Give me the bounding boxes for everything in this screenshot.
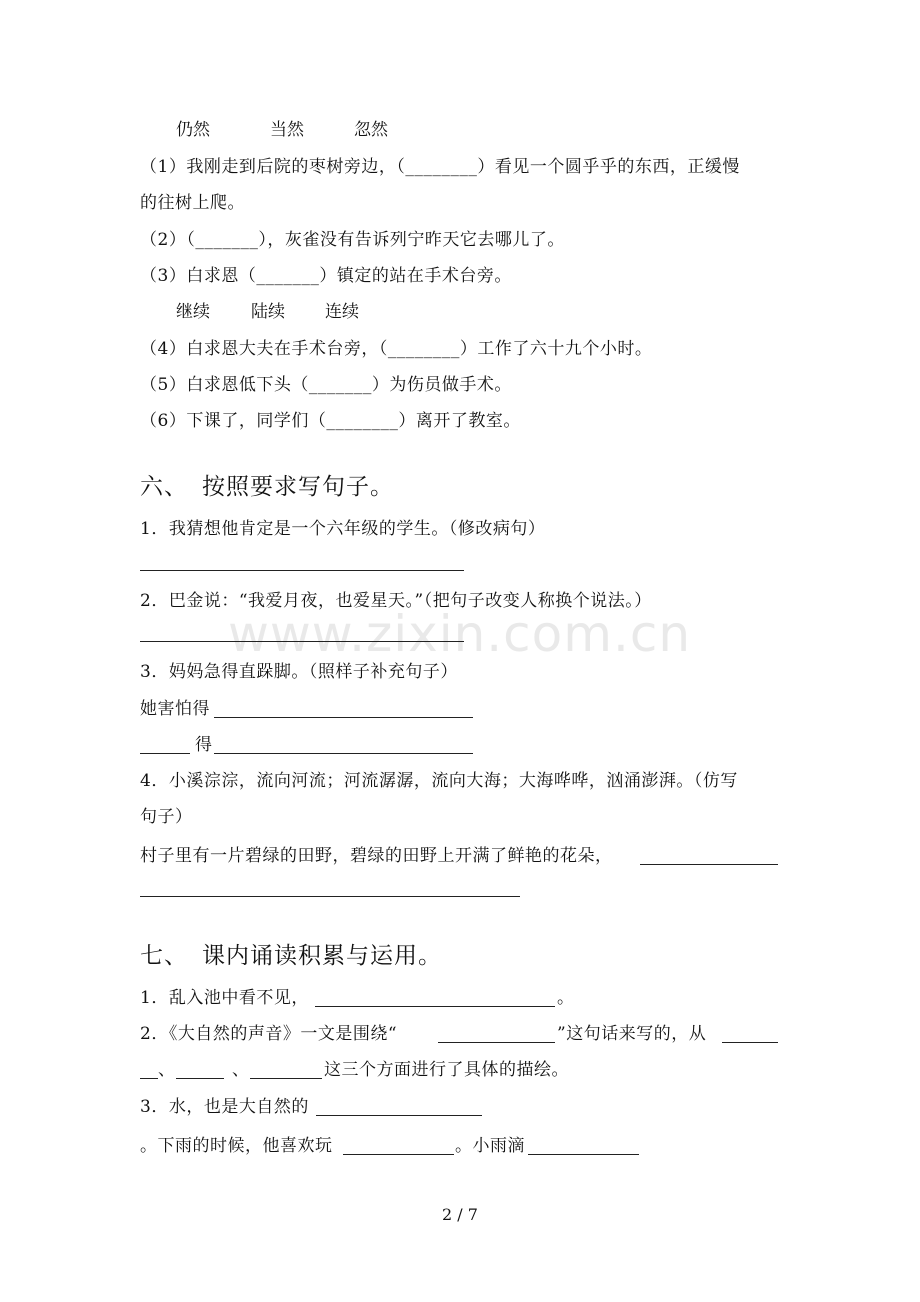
fill-question-1-line2: 的往树上爬。	[140, 193, 245, 213]
s7-q2-sep-1: 、	[158, 1060, 176, 1080]
answer-line[interactable]	[316, 1115, 482, 1116]
fill-question-2: （2）（_______），灰雀没有告诉列宁昨天它去哪儿了。	[140, 230, 565, 250]
answer-line[interactable]	[140, 896, 520, 897]
answer-line[interactable]	[214, 753, 473, 754]
watermark: www.zixin.com.cn	[228, 605, 692, 663]
answer-line[interactable]	[140, 1078, 158, 1079]
answer-line[interactable]	[528, 1154, 639, 1155]
s6-question-2: 2．巴金说：“我爱月夜，也爱星天。”（把句子改变人称换个说法。）	[140, 591, 652, 611]
section-number: 七、	[140, 943, 188, 969]
s7-q3-line2-a: 。下雨的时候，他喜欢玩	[140, 1136, 333, 1156]
s6-question-1: 1．我猜想他肯定是一个六年级的学生。（修改病句）	[140, 519, 546, 539]
option-word: 仍然	[176, 120, 210, 140]
s7-q2-prompt-b: ”这句话来写的，从	[557, 1024, 707, 1044]
option-word: 忽然	[354, 120, 388, 140]
answer-line[interactable]	[343, 1154, 454, 1155]
answer-line[interactable]	[722, 1042, 778, 1043]
fill-question-3: （3）白求恩（_______）镇定的站在手术台旁。	[140, 266, 512, 286]
answer-line[interactable]	[640, 864, 778, 865]
option-word: 连续	[325, 302, 359, 322]
s6-question-4-line1: 4．小溪淙淙，流向河流；河流潺潺，流向大海；大海哗哗，汹涌澎湃。（仿写	[140, 771, 738, 791]
s6-question-3: 3．妈妈急得直跺脚。（照样子补充句子）	[140, 662, 458, 682]
s6-q3-prompt-a: 她害怕得	[140, 699, 210, 719]
option-word: 陆续	[251, 302, 285, 322]
s7-q1-end: 。	[557, 988, 575, 1008]
section-title: 课内诵读积累与运用。	[202, 943, 442, 969]
answer-line[interactable]	[315, 1006, 555, 1007]
answer-line[interactable]	[140, 753, 190, 754]
s7-q1-prompt: 1．乱入池中看不见，	[140, 988, 309, 1008]
answer-line[interactable]	[250, 1078, 322, 1079]
answer-line[interactable]	[140, 570, 464, 571]
s6-question-4-line2: 句子）	[140, 807, 193, 827]
section-7-heading	[140, 941, 442, 971]
s7-q2-sep-2: 、	[232, 1060, 250, 1080]
s7-q2-prompt: 2．《大自然的声音》一文是围绕“	[140, 1024, 398, 1044]
answer-line[interactable]	[214, 717, 473, 718]
fill-question-5: （5）白求恩低下头（_______）为伤员做手术。	[140, 375, 512, 395]
s7-q3-prompt: 3．水，也是大自然的	[140, 1097, 309, 1117]
s6-question-4-line3: 村子里有一片碧绿的田野，碧绿的田野上开满了鲜艳的花朵，	[140, 846, 613, 866]
section-6-heading	[140, 472, 394, 502]
option-word: 当然	[270, 120, 304, 140]
s6-q3-prompt-b: 得	[195, 735, 213, 755]
answer-line[interactable]	[438, 1042, 555, 1043]
option-word: 继续	[176, 302, 210, 322]
answer-line[interactable]	[140, 641, 464, 642]
page-number: 2 / 7	[442, 1205, 478, 1224]
s7-q3-line2-b: 。小雨滴	[455, 1136, 525, 1156]
section-title: 按照要求写句子。	[202, 474, 394, 500]
fill-question-4: （4）白求恩大夫在手术台旁，（________）工作了六十九个小时。	[140, 339, 653, 359]
s7-q2-tail: 这三个方面进行了具体的描绘。	[324, 1060, 569, 1080]
fill-question-1-line1: （1）我刚走到后院的枣树旁边，（________）看见一个圆乎乎的东西，正缓慢	[140, 157, 740, 177]
section-number: 六、	[140, 474, 188, 500]
answer-line[interactable]	[176, 1078, 224, 1079]
fill-question-6: （6）下课了，同学们（________）离开了教室。	[140, 411, 521, 431]
